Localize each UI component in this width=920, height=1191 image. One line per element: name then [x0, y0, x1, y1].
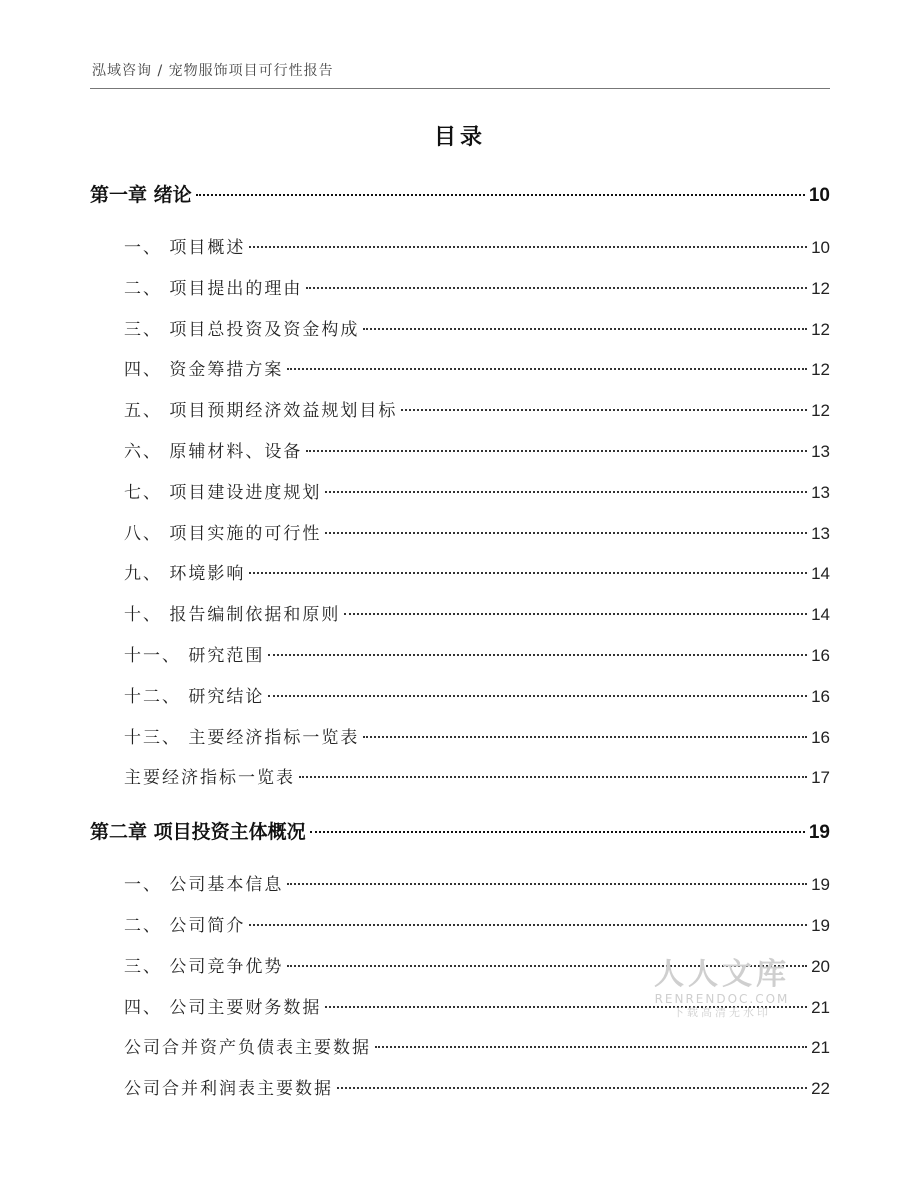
toc-page-number: 21 — [811, 1038, 830, 1058]
toc-chapter[interactable] — [90, 813, 830, 851]
toc-label: 十二、 研究结论 — [124, 686, 265, 707]
dot-leader — [249, 924, 807, 926]
toc-label: 二、 项目提出的理由 — [124, 278, 303, 299]
toc-entry[interactable] — [90, 310, 830, 351]
toc-entry[interactable] — [90, 432, 830, 473]
header-divider — [90, 88, 830, 89]
toc-page-number: 16 — [811, 686, 830, 706]
toc-page-number: 13 — [811, 523, 830, 543]
dot-leader — [287, 883, 807, 885]
dot-leader — [196, 194, 805, 196]
toc-page-number: 10 — [808, 185, 830, 206]
toc-page-number: 12 — [811, 360, 830, 380]
toc-page-number: 12 — [811, 278, 830, 298]
dot-leader — [287, 368, 807, 370]
dot-leader — [337, 1087, 807, 1089]
dot-leader — [310, 831, 805, 833]
toc-label: 公司合并资产负债表主要数据 — [124, 1038, 371, 1059]
toc-label: 十一、 研究范围 — [124, 645, 265, 666]
toc-chapter[interactable] — [90, 176, 830, 214]
toc-label: 四、 公司主要财务数据 — [124, 997, 322, 1018]
dot-leader — [287, 965, 807, 967]
toc-label: 一、 公司基本信息 — [124, 875, 284, 896]
watermark-url: RENRENDOC.COM — [654, 992, 790, 1006]
toc-page-number: 19 — [811, 915, 830, 935]
toc-entry[interactable] — [90, 228, 830, 269]
toc-page-number: 22 — [811, 1079, 830, 1099]
toc-page-number: 13 — [811, 441, 830, 461]
dot-leader — [268, 654, 807, 656]
dot-leader — [249, 246, 807, 248]
toc-page-number: 16 — [811, 645, 830, 665]
watermark-logo-text: 人人文库 — [654, 957, 790, 992]
watermark-tagline: 下载高清无水印 — [673, 1006, 771, 1019]
toc-page-number: 19 — [808, 822, 830, 844]
toc-entry[interactable] — [90, 758, 830, 799]
toc-page-number: 16 — [811, 727, 830, 747]
toc-entry[interactable] — [90, 595, 830, 636]
toc-label: 第二章 项目投资主体概况 — [90, 821, 306, 844]
toc-page-number: 20 — [811, 956, 830, 976]
toc-entry[interactable] — [90, 1028, 830, 1069]
toc-entry[interactable] — [90, 350, 830, 391]
toc-entry[interactable] — [90, 514, 830, 555]
dot-leader — [363, 736, 807, 738]
toc-label: 十三、 主要经济指标一览表 — [124, 727, 360, 748]
toc-entry[interactable] — [90, 677, 830, 718]
dot-leader — [363, 328, 807, 330]
toc-label: 九、 环境影响 — [124, 564, 246, 585]
toc-entry[interactable] — [90, 636, 830, 677]
dot-leader — [344, 613, 807, 615]
toc-entry[interactable] — [90, 269, 830, 310]
dot-leader — [325, 491, 807, 493]
toc-entry[interactable] — [90, 1069, 830, 1110]
toc-entry[interactable] — [90, 988, 830, 1029]
toc-label: 三、 项目总投资及资金构成 — [124, 319, 360, 340]
dot-leader — [268, 695, 807, 697]
toc-page-number: 19 — [811, 875, 830, 895]
toc-label: 二、 公司简介 — [124, 915, 246, 936]
toc-label: 主要经济指标一览表 — [124, 768, 295, 789]
toc-label: 六、 原辅材料、设备 — [124, 441, 303, 462]
toc-label: 三、 公司竞争优势 — [124, 956, 284, 977]
toc-entry[interactable] — [90, 718, 830, 759]
toc-entry[interactable] — [90, 473, 830, 514]
dot-leader — [375, 1046, 807, 1048]
toc-page-number: 14 — [811, 605, 830, 625]
toc-label: 第一章 绪论 — [90, 184, 192, 206]
dot-leader — [306, 450, 807, 452]
toc-label: 五、 项目预期经济效益规划目标 — [124, 401, 398, 422]
toc-entry[interactable] — [90, 554, 830, 595]
toc-page-number: 13 — [811, 482, 830, 502]
toc-page-number: 17 — [811, 768, 830, 788]
toc-page-number: 14 — [811, 564, 830, 584]
dot-leader — [325, 1006, 807, 1008]
toc-entry[interactable] — [90, 391, 830, 432]
dot-leader — [306, 287, 807, 289]
dot-leader — [325, 532, 807, 534]
toc-label: 七、 项目建设进度规划 — [124, 482, 322, 503]
toc-entry[interactable] — [90, 865, 830, 906]
toc-label: 十、 报告编制依据和原则 — [124, 605, 341, 626]
toc-entry[interactable] — [90, 906, 830, 947]
toc-label: 四、 资金筹措方案 — [124, 360, 284, 381]
toc-label: 公司合并利润表主要数据 — [124, 1079, 333, 1100]
page-title: 目录 — [433, 125, 486, 150]
toc-page-number: 10 — [811, 238, 830, 257]
dot-leader — [401, 409, 807, 411]
toc-label: 一、 项目概述 — [124, 238, 246, 258]
toc-label: 八、 项目实施的可行性 — [124, 523, 322, 544]
toc-entry[interactable] — [90, 947, 830, 988]
running-header: 泓域咨询 / 宠物服饰项目可行性报告 — [92, 63, 334, 79]
dot-leader — [249, 572, 807, 574]
toc-page-number: 12 — [811, 401, 830, 421]
table-of-contents — [90, 176, 830, 1110]
toc-page-number: 12 — [811, 319, 830, 339]
dot-leader — [299, 776, 807, 778]
toc-page-number: 21 — [811, 997, 830, 1017]
